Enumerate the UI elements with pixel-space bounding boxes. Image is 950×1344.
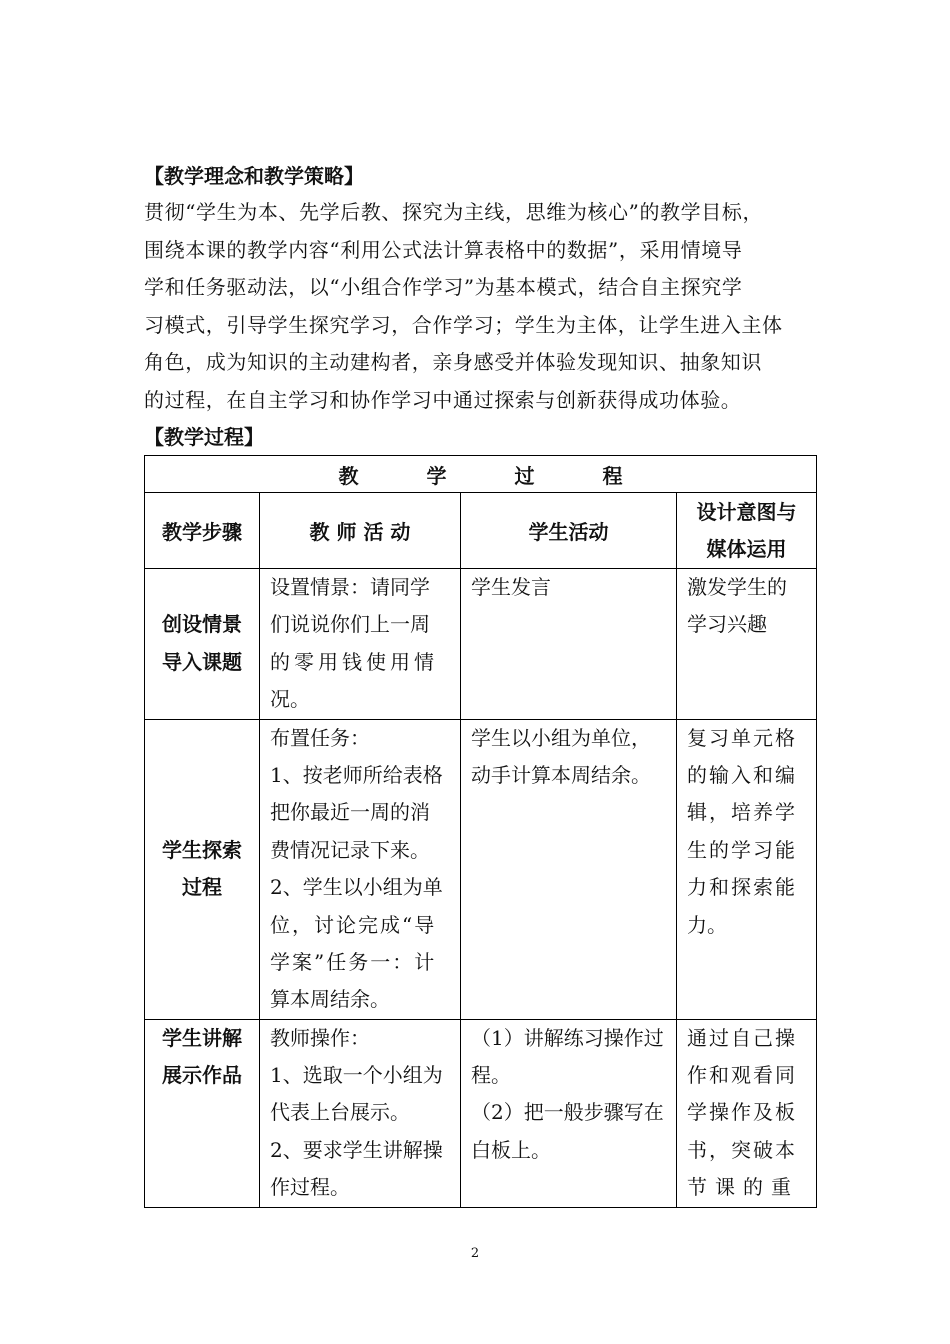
page-content [144,158,816,1208]
header-design-line: 媒体运用 [706,536,787,561]
step-line: 学生讲解 [162,1025,242,1050]
cell-line: 复习单元格 [687,725,797,750]
cell-line: 力和探索能 [687,875,797,900]
table-row [145,1019,817,1207]
cell-line: 的输入和编 [687,762,797,787]
cell-line: 2、学生以小组为单 [270,875,443,900]
step-line: 创设情景 [162,612,242,637]
cell-line: 动手计算本周结余。 [471,762,651,787]
teacher-cell [260,719,461,1019]
student-cell [461,569,677,720]
table-title-char: 学 [426,463,447,488]
step-cell [145,719,260,1019]
cell-line: 的零用钱使用情 [270,649,438,674]
cell-line: 通过自己操 [687,1025,797,1050]
section-heading-strategy: 【教学理念和教学策略】 [144,164,364,188]
paragraph-line: 角色，成为知识的主动建构者，亲身感受并体验发现知识、抽象知识 [144,350,762,374]
table-title-char: 过 [514,463,535,488]
student-cell [461,719,677,1019]
cell-line: 作和观看同 [687,1063,797,1088]
paragraph-line: 习模式，引导学生探究学习，合作学习；学生为主体，让学生进入主体 [144,312,783,337]
cell-line: 况。 [270,687,310,712]
paragraph-line: 学和任务驱动法，以“小组合作学习”为基本模式，结合自主探究学 [144,275,743,299]
table-row [145,719,817,1019]
step-line: 过程 [182,875,222,900]
table-title-row [145,456,817,493]
cell-line: 学生以小组为单位， [471,725,651,750]
cell-line: 教师操作： [270,1025,370,1050]
cell-line: （2）把一般步骤写在 [471,1100,664,1125]
table-title-char: 教 [338,463,359,488]
cell-line: 生的学习能 [687,837,797,862]
section-heading-process: 【教学过程】 [144,425,264,449]
header-design-line: 设计意图与 [696,499,797,524]
design-cell [677,1019,817,1207]
cell-line: 力。 [687,912,727,937]
cell-line: 节课的重 [687,1175,799,1200]
cell-line: 布置任务： [270,725,370,750]
teacher-cell [260,1019,461,1207]
cell-line: 1、按老师所给表格 [270,762,443,787]
teaching-process-table [144,455,817,1208]
step-line: 学生探索 [162,837,242,862]
cell-line: 白板上。 [471,1137,551,1162]
cell-line: 学生发言 [471,575,551,599]
paragraph-line: 的过程，在自主学习和协作学习中通过探索与创新获得成功体验。 [144,387,742,412]
student-cell [461,1019,677,1207]
cell-line: 代表上台展示。 [270,1100,410,1125]
header-step: 教学步骤 [145,493,260,569]
teacher-cell [260,569,461,720]
cell-line: 学操作及板 [687,1100,797,1125]
step-cell [145,569,260,720]
cell-line: 作过程。 [270,1175,350,1200]
header-student: 学生活动 [461,493,677,569]
cell-line: 设置情景：请同学 [270,575,430,599]
table-title [145,456,817,493]
cell-line: 学案”任务一：计 [270,949,437,974]
step-line: 展示作品 [162,1063,242,1088]
cell-line: 程。 [471,1063,511,1088]
step-line: 导入课题 [162,649,242,674]
design-cell [677,569,817,720]
cell-line: 算本周结余。 [270,987,390,1012]
table-row [145,569,817,720]
cell-line: （1）讲解练习操作过 [471,1025,664,1050]
cell-line: 费情况记录下来。 [270,837,430,862]
cell-line: 们说说你们上一周 [270,612,430,637]
page-number: 2 [470,1246,480,1261]
cell-line: 位，讨论完成“导 [270,912,437,937]
cell-line: 书，突破本 [687,1137,797,1162]
paragraph-line: 围绕本课的教学内容“利用公式法计算表格中的数据”，采用情境导 [144,237,743,262]
table-title-char: 程 [602,463,623,488]
paragraph-line: 贯彻“学生为本、先学后教、探究为主线，思维为核心”的教学目标， [144,200,764,224]
table-header-row [145,493,817,569]
cell-line: 辑，培养学 [687,800,797,825]
cell-line: 学习兴趣 [687,612,767,637]
cell-line: 1、选取一个小组为 [270,1063,443,1088]
strategy-paragraph [144,194,816,419]
cell-line: 把你最近一周的消 [270,800,430,825]
header-design [677,493,817,569]
step-cell [145,1019,260,1207]
header-teacher: 教 师 活 动 [260,493,461,569]
cell-line: 2、要求学生讲解操 [270,1137,443,1162]
design-cell [677,719,817,1019]
cell-line: 激发学生的 [687,575,787,599]
